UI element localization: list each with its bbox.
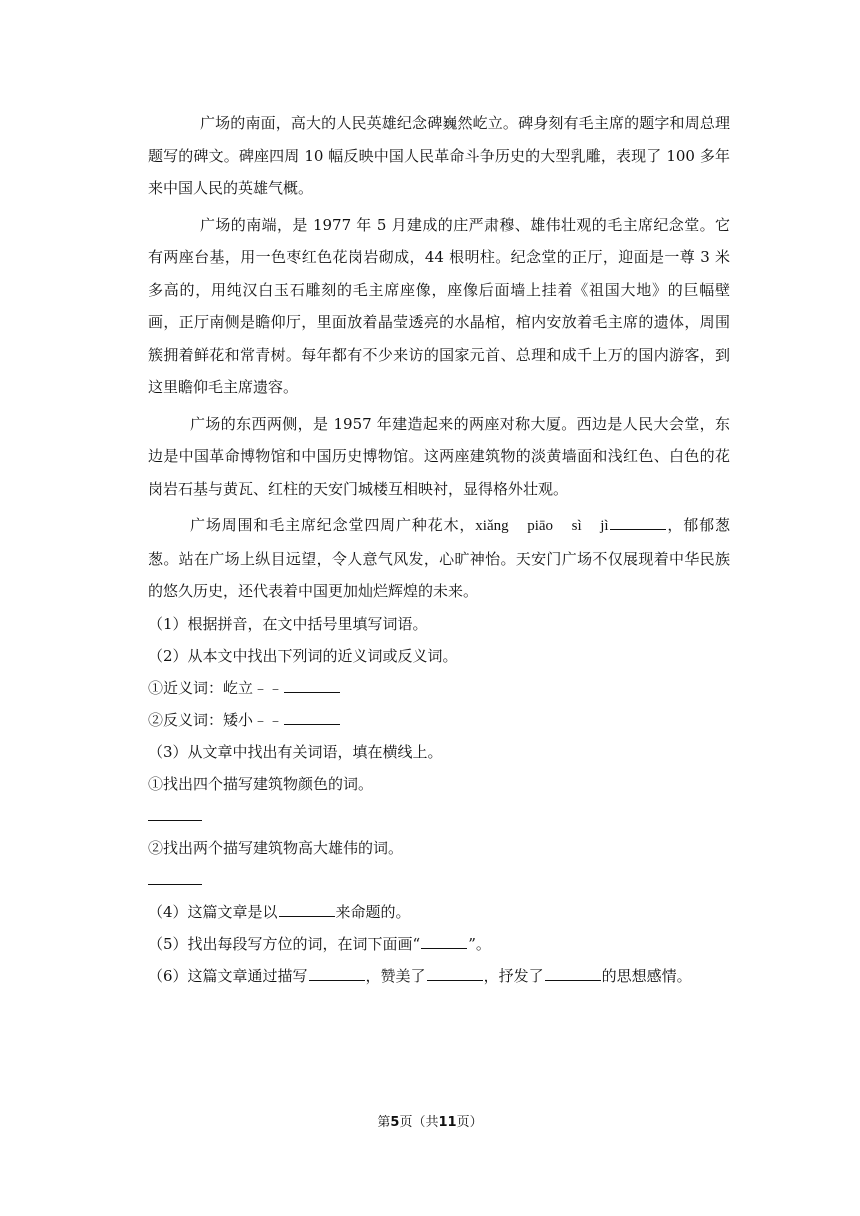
footer-page-number: 5 (390, 1115, 400, 1130)
description-answer-blank[interactable] (309, 965, 365, 981)
question-4-text-before: （4）这篇文章是以 (148, 902, 278, 921)
question-2b (148, 704, 730, 736)
grand-words-answer-blank[interactable] (148, 869, 202, 885)
question-1: （1）根据拼音，在文中括号里填写词语。 (148, 614, 428, 633)
question-4-text-after: 来命题的。 (335, 902, 411, 921)
paragraph-1: 广场的南面，高大的人民英雄纪念碑巍然屹立。碑身刻有毛主席的题字和周总理题写的碑文。碑座四周 10 幅反映中国人民革命斗争历史的大型乳雕，表现了 100 多年来中国人民的英雄气概。 (148, 114, 730, 197)
underline-example-blank (421, 933, 467, 949)
question-5-text-after: ”。 (468, 934, 491, 953)
antonym-answer-blank[interactable] (284, 709, 340, 725)
paragraph-4-text-after: ，郁郁葱葱。站在广场上纵目远望，令人意气风发，心旷神怡。天安门广场不仅展现着中华民族的悠久历史，还代表着中国更加灿烂辉煌的未来。 (148, 516, 730, 600)
praise-answer-blank[interactable] (427, 965, 483, 981)
title-basis-answer-blank[interactable] (279, 901, 335, 917)
question-6-part-2: ，赞美了 (365, 966, 426, 985)
page-footer (0, 1111, 860, 1130)
question-6 (148, 960, 730, 992)
question-3b-answer-line (148, 864, 730, 896)
question-2a-text: ①近义词：屹立﹣﹣ (148, 678, 284, 697)
question-5 (148, 928, 730, 960)
paragraph-4-text-before: 广场周围和毛主席纪念堂四周广种花木， (190, 516, 476, 534)
footer-suffix: 页） (456, 1115, 483, 1130)
question-5-text-before: （5）找出每段写方位的词，在词下面画“ (148, 934, 421, 953)
footer-middle: 页（共 (399, 1115, 439, 1130)
question-6-part-1: （6）这篇文章通过描写 (148, 966, 308, 985)
question-3a-answer-line (148, 800, 730, 832)
question-6-part-4: 的思想感情。 (601, 966, 692, 985)
question-3a: ①找出四个描写建筑物颜色的词。 (148, 774, 374, 793)
question-3b: ②找出两个描写建筑物高大雄伟的词。 (148, 838, 404, 857)
document-body (148, 107, 730, 992)
feeling-answer-blank[interactable] (545, 965, 601, 981)
paragraph-2: 广场的南端，是 1977 年 5 月建成的庄严肃穆、雄伟壮观的毛主席纪念堂。它有两座台基，用一色枣红色花岗岩砌成，44 根明柱。纪念堂的正厅，迎面是一尊 3 米多高的，用纯汉白玉石雕刻的毛主席座像，座像后面墙上挂着《祖国大地》的巨幅壁画，正厅南侧是瞻仰厅，里面放着晶莹透亮的水晶棺，棺内安放着毛主席的遗体，周围簇拥着鲜花和常青树。每年都有不少来访的国家元首、总理和成千上万的国内游客，到这里瞻仰毛主席遗容。 (148, 215, 730, 396)
question-6-part-3: ，抒发了 (483, 966, 544, 985)
synonym-answer-blank[interactable] (284, 677, 340, 693)
footer-prefix: 第 (377, 1115, 391, 1130)
question-3: （3）从文章中找出有关词语，填在横线上。 (148, 742, 443, 761)
paragraph-3: 广场的东西两侧，是 1957 年建造起来的两座对称大厦。西边是人民大会堂，东边是中国革命博物馆和中国历史博物馆。这两座建筑物的淡黄墙面和浅红色、白色的花岗岩石基与黄瓦、红柱的天安门城楼互相映衬，显得格外壮观。 (148, 414, 730, 498)
paragraph-4 (148, 509, 730, 608)
question-2: （2）从本文中找出下列词的近义词或反义词。 (148, 646, 458, 665)
color-words-answer-blank[interactable] (148, 805, 202, 821)
pinyin-prompt: xiǎng piāo sì jì (475, 518, 609, 534)
question-2b-text: ②反义词：矮小﹣﹣ (148, 710, 284, 729)
question-4 (148, 896, 730, 928)
pinyin-answer-blank[interactable] (610, 514, 666, 530)
question-2a (148, 672, 730, 704)
footer-total-pages: 11 (438, 1115, 457, 1130)
